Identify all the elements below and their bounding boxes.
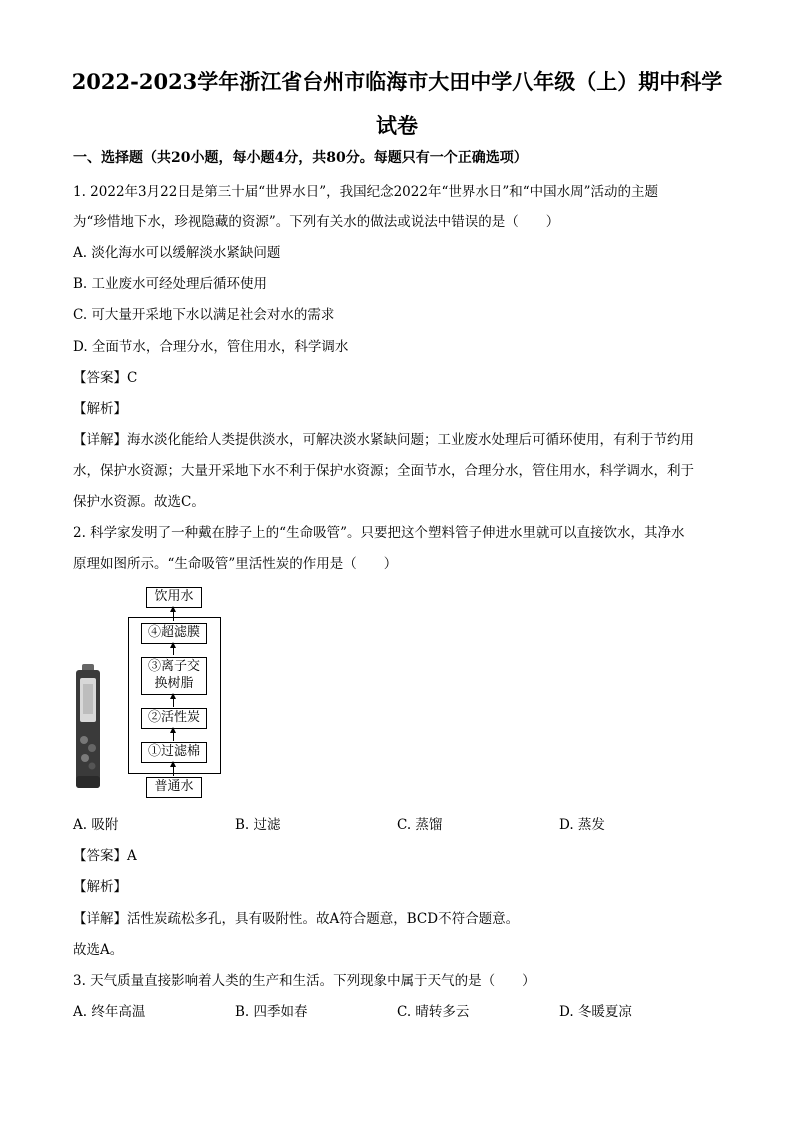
q1-stem-line1: 1. 2022年3月22日是第三十届“世界水日”，我国纪念2022年“世界水日”和“中国水周”活动的主题 — [73, 184, 659, 200]
answer-value: A — [127, 848, 137, 864]
q2-stem-line1: 2. 科学家发明了一种戴在脖子上的“生命吸管”。只要把这个塑料管子伸进水里就可以直接饮水，其净水 — [73, 525, 685, 541]
q2-option-a: A. 吸附 — [73, 817, 119, 833]
q1-option-a: A. 淡化海水可以缓解淡水紧缺问题 — [73, 245, 281, 261]
q3-option-c: C. 晴转多云 — [397, 1004, 470, 1020]
q1-stem-line2: 为“珍惜地下水，珍视隐藏的资源”。下列有关水的做法或说法中错误的是（ ） — [73, 214, 560, 230]
activated-carbon-box: ②活性炭 — [141, 708, 207, 729]
q1-answer — [73, 368, 137, 388]
arrow-up-icon — [173, 728, 174, 741]
arrow-up-icon — [173, 694, 174, 707]
q2-stem-line2: 原理如图所示。“生命吸管”里活性炭的作用是（ ） — [73, 556, 398, 572]
q2-conclusion: 故选A。 — [73, 942, 124, 958]
q2-detail-line1 — [73, 909, 519, 929]
analysis-tag: 【解析】 — [73, 401, 127, 417]
ion-exchange-label-b: 换树脂 — [154, 676, 194, 691]
analysis-tag: 【解析】 — [73, 879, 127, 895]
q2-option-b: B. 过滤 — [235, 817, 281, 833]
filter-diagram — [73, 587, 233, 802]
answer-tag: 【答案】 — [73, 848, 127, 864]
answer-value: C — [127, 370, 138, 386]
page-title-line2: 试卷 — [376, 113, 418, 138]
ordinary-water-box: 普通水 — [146, 777, 202, 798]
q1-detail-line1 — [73, 430, 694, 450]
section-heading: 一、选择题（共20小题，每小题4分，共80分。每题只有一个正确选项） — [73, 150, 528, 166]
q3-stem-line1: 3. 天气质量直接影响着人类的生产和生活。下列现象中属于天气的是（ ） — [73, 973, 536, 989]
detail-tag: 【详解】 — [73, 432, 127, 448]
detail-text: 海水淡化能给人类提供淡水，可解决淡水紧缺问题；工业废水处理后可循环使用，有利于节约用 — [127, 432, 694, 448]
q1-detail-line2: 水，保护水资源；大量开采地下水不利于保护水资源；全面节水，合理分水，管住用水，科学调水，利于 — [73, 463, 694, 479]
q3-option-b: B. 四季如春 — [235, 1004, 308, 1020]
detail-text: 活性炭疏松多孔，具有吸附性。故A符合题意，BCD不符合题意。 — [127, 911, 520, 927]
q1-option-d: D. 全面节水，合理分水，管住用水，科学调水 — [73, 339, 349, 355]
arrow-up-icon — [173, 643, 174, 655]
q1-option-c: C. 可大量开采地下水以满足社会对水的需求 — [73, 307, 335, 323]
q1-analysis-tag — [73, 399, 127, 419]
detail-tag: 【详解】 — [73, 911, 127, 927]
life-straw-image — [73, 664, 103, 790]
page-title-line1: 2022-2023学年浙江省台州市临海市大田中学八年级（上）期中科学 — [71, 69, 723, 94]
q2-option-d: D. 蒸发 — [559, 817, 605, 833]
q1-detail-line3: 保护水资源。故选C。 — [73, 494, 205, 510]
ion-exchange-box — [141, 657, 207, 695]
q1-option-b: B. 工业废水可经处理后循环使用 — [73, 276, 268, 292]
q2-answer — [73, 846, 137, 866]
ultrafiltration-box: ④超滤膜 — [141, 623, 207, 644]
q2-option-c: C. 蒸馏 — [397, 817, 443, 833]
drinking-water-box: 饮用水 — [146, 587, 202, 608]
ion-exchange-label-a: ③离子交 — [147, 659, 200, 674]
arrow-up-icon — [173, 762, 174, 776]
q3-option-d: D. 冬暖夏凉 — [559, 1004, 632, 1020]
filter-cotton-box: ①过滤棉 — [141, 742, 207, 763]
answer-tag: 【答案】 — [73, 370, 127, 386]
q3-option-a: A. 终年高温 — [73, 1004, 146, 1020]
q2-analysis-tag — [73, 877, 127, 897]
arrow-up-icon — [173, 607, 174, 621]
